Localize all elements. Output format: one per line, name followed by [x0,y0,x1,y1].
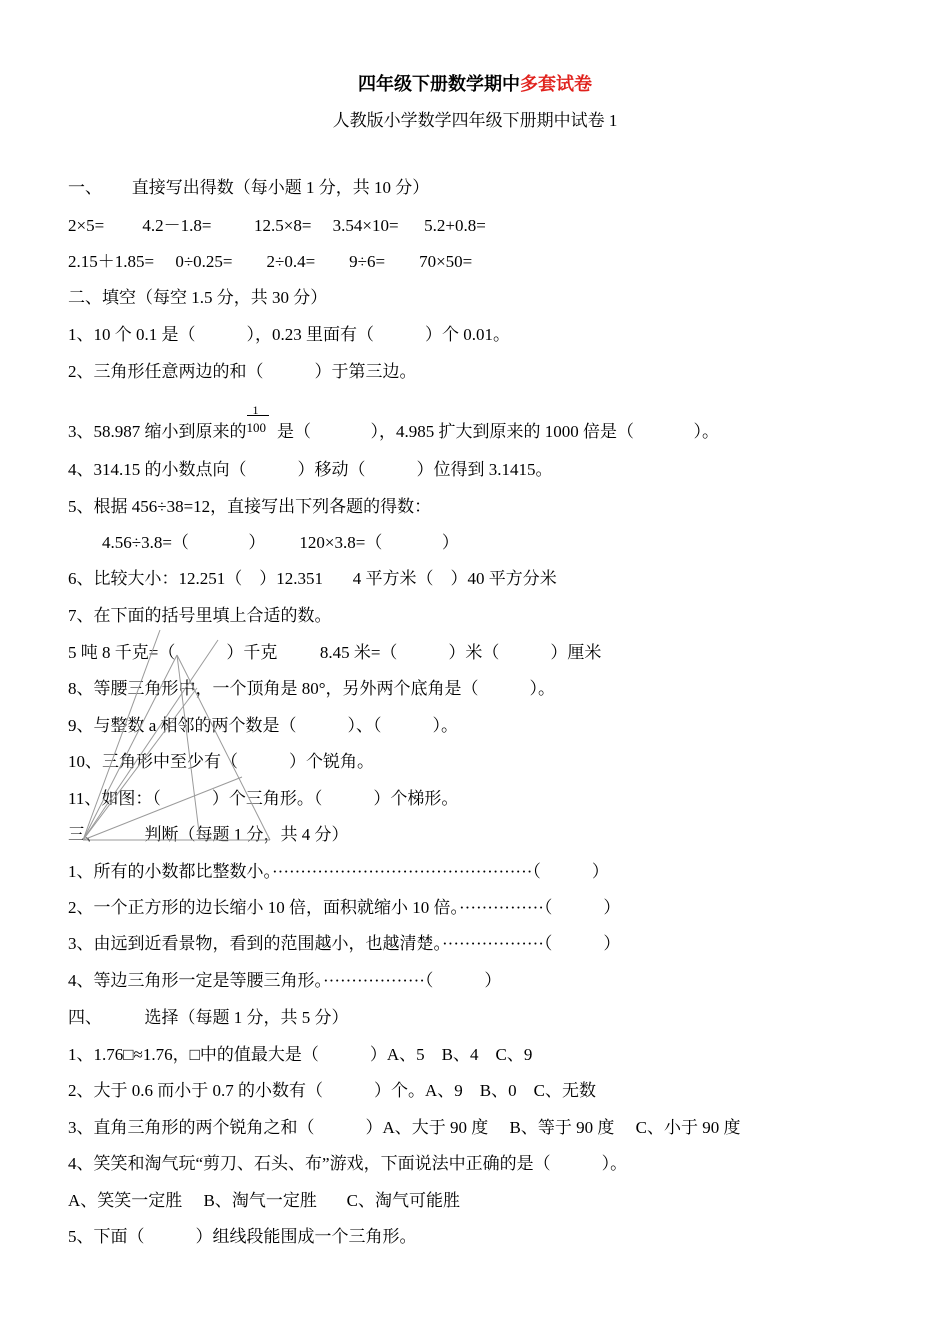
figure-line [83,640,218,840]
text-line: 1、1.76□≈1.76，□中的值最大是（ ）A、5 B、4 C、9 [68,1045,533,1064]
text-line: 4.56÷3.8=（ ） 120×3.8=（ ） [68,533,459,552]
text-line: 4、笑笑和淘气玩“剪刀、石头、布”游戏，下面说法中正确的是（ ）。 [68,1154,628,1173]
fraction-numerator: 1 [252,403,259,417]
text-line: 11、如图：（ ）个三角形。（ ）个梯形。 [68,789,459,808]
text-line: A、笑笑一定胜 B、淘气一定胜 C、淘气可能胜 [68,1191,460,1210]
text-line: 6、比较大小：12.251（ ）12.351 4 平方米（ ）40 平方分米 [68,569,557,588]
fraction [246,403,269,443]
text-line: 5、根据 456÷38=12，直接写出下列各题的得数： [68,497,432,516]
text-line: 4、等边三角形一定是等腰三角形。··················（ ） [68,971,502,990]
text-line: 2.15＋1.85= 0÷0.25= 2÷0.4= 9÷6= 70×50= [68,252,473,271]
title-main: 四年级下册数学期中 [358,74,520,94]
text-line: 9、与整数 a 相邻的两个数是（ ）、（ ）。 [68,716,459,735]
title-highlight: 多套试卷 [520,74,592,94]
document-title [0,70,950,96]
text-line: 2、三角形任意两边的和（ ）于第三边。 [68,362,417,381]
text-line: 3、由远到近看景物，看到的范围越小，也越清楚。··················（ ） [68,934,621,953]
text-line: 7、在下面的括号里填上合适的数。 [68,606,332,625]
fraction-denominator: 100 [246,420,266,435]
question-fill-3 [68,403,719,443]
text-line: 5、下面（ ）组线段能围成一个三角形。 [68,1227,417,1246]
text-line: 1、所有的小数都比整数小。··············································（ ） [68,862,609,881]
text-line: 4、314.15 的小数点向（ ）移动（ ）位得到 3.1415。 [68,460,553,479]
text-line: 8、等腰三角形中，一个顶角是 80°，另外两个底角是（ ）。 [68,679,556,698]
q3-text-after: 是（ ），4.985 扩大到原来的 1000 倍是（ ）。 [268,422,719,441]
text-line: 1、10 个 0.1 是（ ），0.23 里面有（ ）个 0.01。 [68,325,510,344]
document-subtitle: 人教版小学数学四年级下册期中试卷 1 [332,111,618,130]
text-line: 一、 直接写出得数（每小题 1 分，共 10 分） [68,178,430,197]
text-line: 3、直角三角形的两个锐角之和（ ）A、大于 90 度 B、等于 90 度 C、小于 90 度 [68,1118,741,1137]
text-line: 二、填空（每空 1.5 分，共 30 分） [68,288,328,307]
text-line: 2×5= 4.2－1.8= 12.5×8= 3.54×10= 5.2+0.8= [68,216,486,235]
q3-text-before: 3、58.987 缩小到原来的 [68,422,247,441]
text-line: 10、三角形中至少有（ ）个锐角。 [68,752,374,771]
fraction-bar [247,415,269,416]
text-line: 2、一个正方形的边长缩小 10 倍，面积就缩小 10 倍。···············（ ） [68,898,621,917]
text-line: 5 吨 8 千克=（ ）千克 8.45 米=（ ）米（ ）厘米 [68,643,602,662]
text-line: 2、大于 0.6 而小于 0.7 的小数有（ ）个。A、9 B、0 C、无数 [68,1081,596,1100]
text-line: 三、 判断（每题 1 分，共 4 分） [68,825,349,844]
text-line: 四、 选择（每题 1 分，共 5 分） [68,1008,349,1027]
